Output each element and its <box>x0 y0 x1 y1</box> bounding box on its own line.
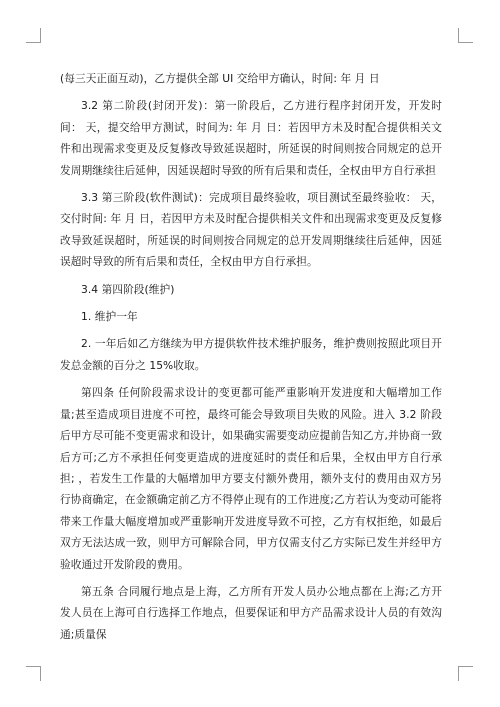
paragraph-article-5: 第五条 合同履行地点是上海，乙方所有开发人员办公地点都在上海;乙方开发人员在上海可自行选择工作地点，但要保证和甲方产品需求设计人员的有效沟通;质量保 <box>60 584 442 641</box>
paragraph-continuation: (每三天正面互动)，乙方提供全部 UI 交给甲方确认，时间: 年 月 日 <box>60 72 380 85</box>
paragraph-maintenance-2: 2. 一年后如乙方继续为甲方提供软件技术维护服务，维护费则按照此项目开发总金额的百分之 15%收取。 <box>60 337 442 372</box>
paragraph-stage-3-2: 3.2 第二阶段(封闭开发)：第一阶段后，乙方进行程序封闭开发，开发时间： 天，提交给甲方测试，时间为: 年 月 日：若因甲方未及时配合提供相关文件和出现需求变更及反复修改导致延误超时，所延误的时间则按合同规定的总开发周期继续往后延伸，因延误超时导致的所有后果和责任，全权由甲方自行承担 <box>60 99 442 177</box>
crop-mark-bottom-right <box>458 666 473 681</box>
paragraph-article-4: 第四条 任何阶段需求设计的变更都可能严重影响开发进度和大幅增加工作量;甚至造成项目进度不可控，最终可能会导致项目失败的风险。进入 3.2 阶段后甲方尽可能不变更需求和设计，如果确实需要变动应提前告知乙方,并协商一致后方可;乙方不承担任何变更造成的进度延时的责任和后果，全权由甲方自行承担; ，若发生工作量的大幅增加甲方要支付额外费用，额外支付的费用由双方另行协商确定，在金额确定前乙方不得停止现有的工作进度;乙方若认为变动可能将带来工作量大幅度增加或严重影响开发进度导致不可控，乙方有权拒绝，如最后双方无法达成一致，则甲方可解除合同，甲方仅需支付乙方实际已发生并经甲方验收通过开发阶段的费用。 <box>60 386 442 571</box>
document-body <box>60 68 442 651</box>
crop-mark-top-right <box>458 28 473 43</box>
crop-mark-top-left <box>26 28 41 43</box>
crop-mark-bottom-left <box>26 666 41 681</box>
paragraph-maintenance-1: 1. 维护一年 <box>81 310 138 324</box>
paragraph-stage-3-4: 3.4 第四阶段(维护) <box>81 282 175 296</box>
paragraph-stage-3-3: 3.3 第三阶段(软件测试)：完成项目最终验收，项目测试至最终验收： 天，交付时间: 年 月 日，若因甲方未及时配合提供相关文件和出现需求变更及反复修改导致延误超时，所延误的时间则按合同规定的总开发周期继续往后延伸，因延误超时导致的所有后果和责任，全权由甲方自行承担。 <box>60 191 442 269</box>
